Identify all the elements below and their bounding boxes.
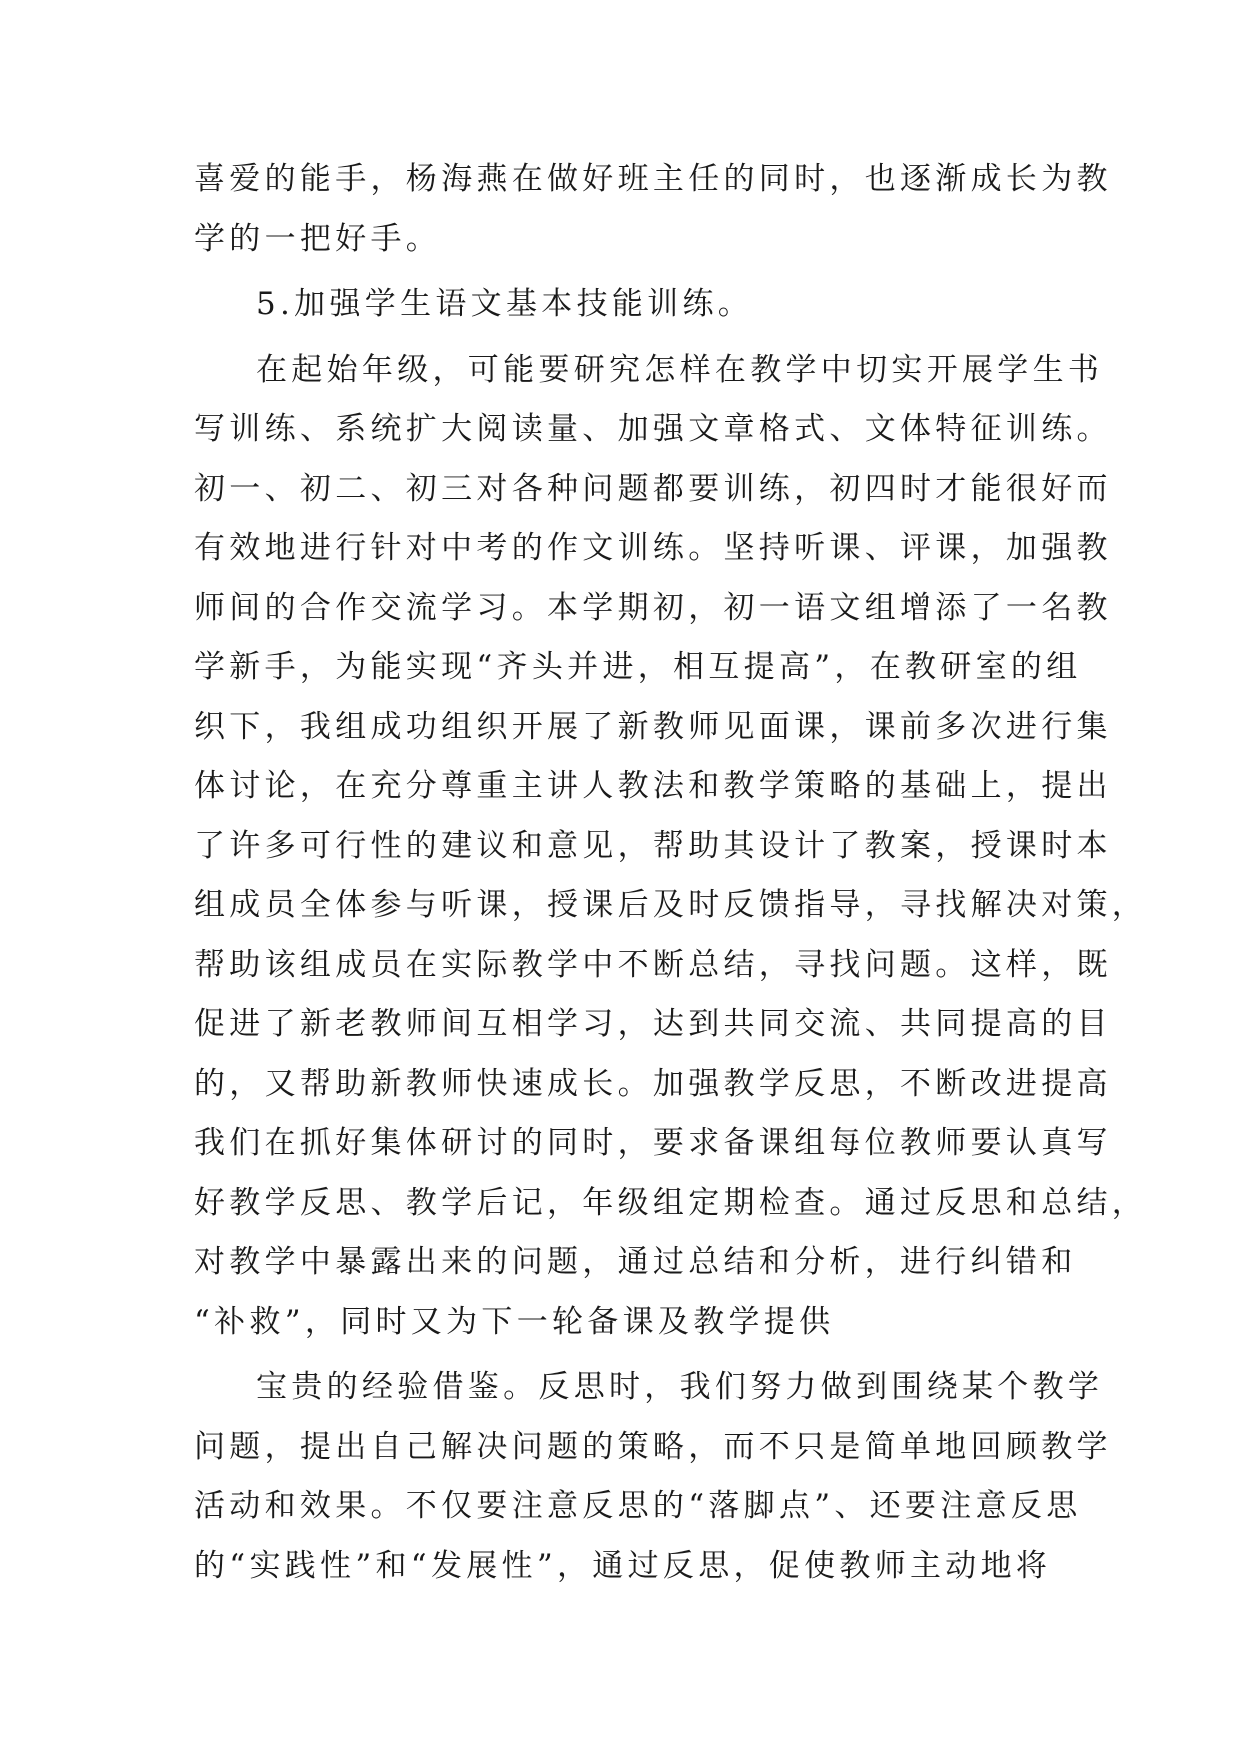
text-line: 喜爱的能手，杨海燕在做好班主任的同时，也逐渐成长为教 [194,161,1112,197]
text-line: 在起始年级，可能要研究怎样在教学中切实开展学生书 [256,351,1104,388]
text-line: 帮助该组成员在实际教学中不断总结，寻找问题。这样，既 [194,946,1112,983]
text-line: 好教学反思、教学后记，年级组定期检查。通过反思和总结， [194,1184,1148,1221]
text-line: 体讨论，在充分尊重主讲人教法和教学策略的基础上，提出 [194,768,1112,804]
text-line: 促进了新老教师间互相学习，达到共同交流、共同提高的目 [194,1006,1112,1042]
text-line: 组成员全体参与听课，授课后及时反馈指导，寻找解决对策， [194,887,1148,923]
text-line: 问题，提出自己解决问题的策略，而不只是简单地回顾教学 [194,1428,1112,1465]
text-line: 有效地进行针对中考的作文训练。坚持听课、评课，加强教 [194,530,1112,566]
text-line: 初一、初二、初三对各种问题都要训练，初四时才能很好而 [194,470,1112,507]
text-line: 写训练、系统扩大阅读量、加强文章格式、文体特征训练。 [194,411,1112,447]
text-line: 我们在抓好集体研讨的同时，要求备课组每位教师要认真写 [194,1125,1112,1161]
text-line: 学新手，为能实现“齐头并进，相互提高”，在教研室的组 [194,649,1082,685]
text-line: 的“实践性”和“发展性”，通过反思，促使教师主动地将 [194,1547,1052,1584]
text-line: 5.加强学生语文基本技能训练。 [256,286,754,322]
text-line: 织下，我组成功组织开展了新教师见面课，课前多次进行集 [194,708,1112,745]
text-line: “补救”，同时又为下一轮备课及教学提供 [194,1303,835,1340]
text-line: 师间的合作交流学习。本学期初，初一语文组增添了一名教 [194,589,1112,626]
text-line: 了许多可行性的建议和意见，帮助其设计了教案，授课时本 [194,827,1112,864]
document-body [194,150,1148,1596]
text-line: 宝贵的经验借鉴。反思时，我们努力做到围绕某个教学 [256,1369,1104,1405]
text-line: 学的一把好手。 [194,220,442,257]
text-line: 的，又帮助新教师快速成长。加强教学反思，不断改进提高 [194,1065,1112,1102]
text-line: 对教学中暴露出来的问题，通过总结和分析，进行纠错和 [194,1244,1077,1280]
text-line: 活动和效果。不仅要注意反思的“落脚点”、还要注意反思 [194,1488,1082,1524]
